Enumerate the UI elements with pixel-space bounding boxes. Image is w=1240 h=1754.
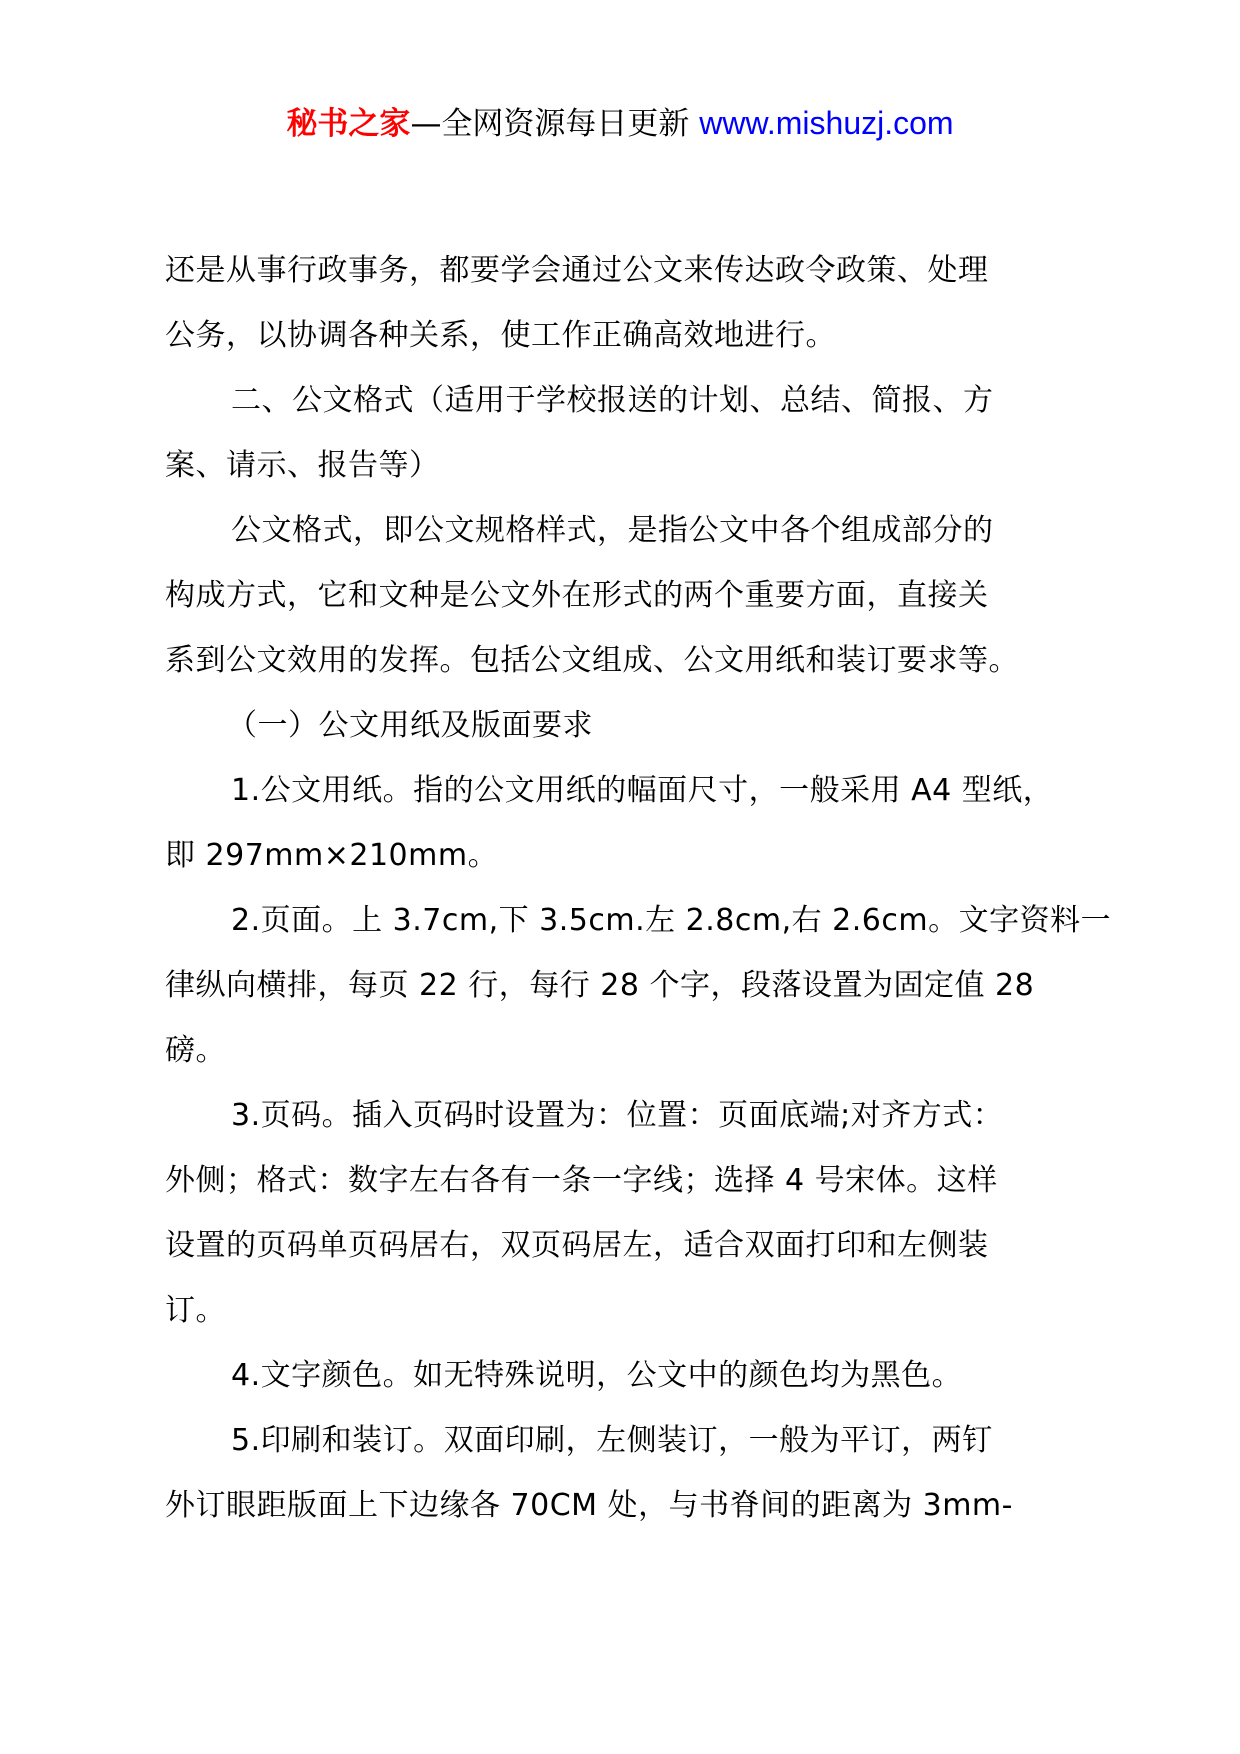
body-line: 即 297mm×210mm。 — [165, 838, 499, 873]
section-heading: 二、公文格式（适用于学校报送的计划、总结、简报、方 — [231, 383, 994, 418]
body-line: 5.印刷和装订。双面印刷，左侧装订，一般为平订，两钉 — [231, 1423, 993, 1458]
brand-name: 秘书之家 — [286, 106, 411, 142]
body-line: 构成方式，它和文种是公文外在形式的两个重要方面，直接关 — [165, 578, 989, 613]
body-line: 1.公文用纸。指的公文用纸的幅面尺寸，一般采用 A4 型纸， — [231, 773, 1054, 808]
body-line: 还是从事行政事务，都要学会通过公文来传达政令政策、处理 — [165, 253, 989, 288]
body-line: 订。 — [165, 1293, 226, 1328]
subsection-heading: （一）公文用纸及版面要求 — [227, 708, 593, 743]
body-line: 公务，以协调各种关系，使工作正确高效地进行。 — [165, 318, 836, 353]
document-body — [165, 238, 1112, 1538]
page-header — [0, 98, 1240, 149]
body-line: 3.页码。插入页码时设置为：位置：页面底端;对齐方式： — [231, 1098, 1004, 1133]
body-line: 外侧；格式：数字左右各有一条一字线；选择 4 号宋体。这样 — [165, 1163, 998, 1198]
body-line: 磅。 — [165, 1033, 226, 1068]
body-line: 外订眼距版面上下边缘各 70CM 处，与书脊间的距离为 3mm- — [165, 1488, 1013, 1523]
body-line: 系到公文效用的发挥。包括公文组成、公文用纸和装订要求等。 — [165, 643, 1019, 678]
site-url-link[interactable]: www.mishuzj.com — [699, 105, 954, 141]
body-line: 2.页面。上 3.7cm,下 3.5cm.左 2.8cm,右 2.6cm。文字资料一 — [231, 903, 1112, 938]
body-line: 设置的页码单页码居右，双页码居左，适合双面打印和左侧装 — [165, 1228, 989, 1263]
body-line: 律纵向横排，每页 22 行，每行 28 个字，段落设置为固定值 28 — [165, 968, 1035, 1003]
body-line: 案、请示、报告等） — [165, 448, 440, 483]
body-line: 4.文字颜色。如无特殊说明，公文中的颜色均为黑色。 — [231, 1358, 963, 1393]
body-line: 公文格式，即公文规格样式，是指公文中各个组成部分的 — [231, 513, 994, 548]
header-tagline: —全网资源每日更新 — [410, 106, 700, 142]
